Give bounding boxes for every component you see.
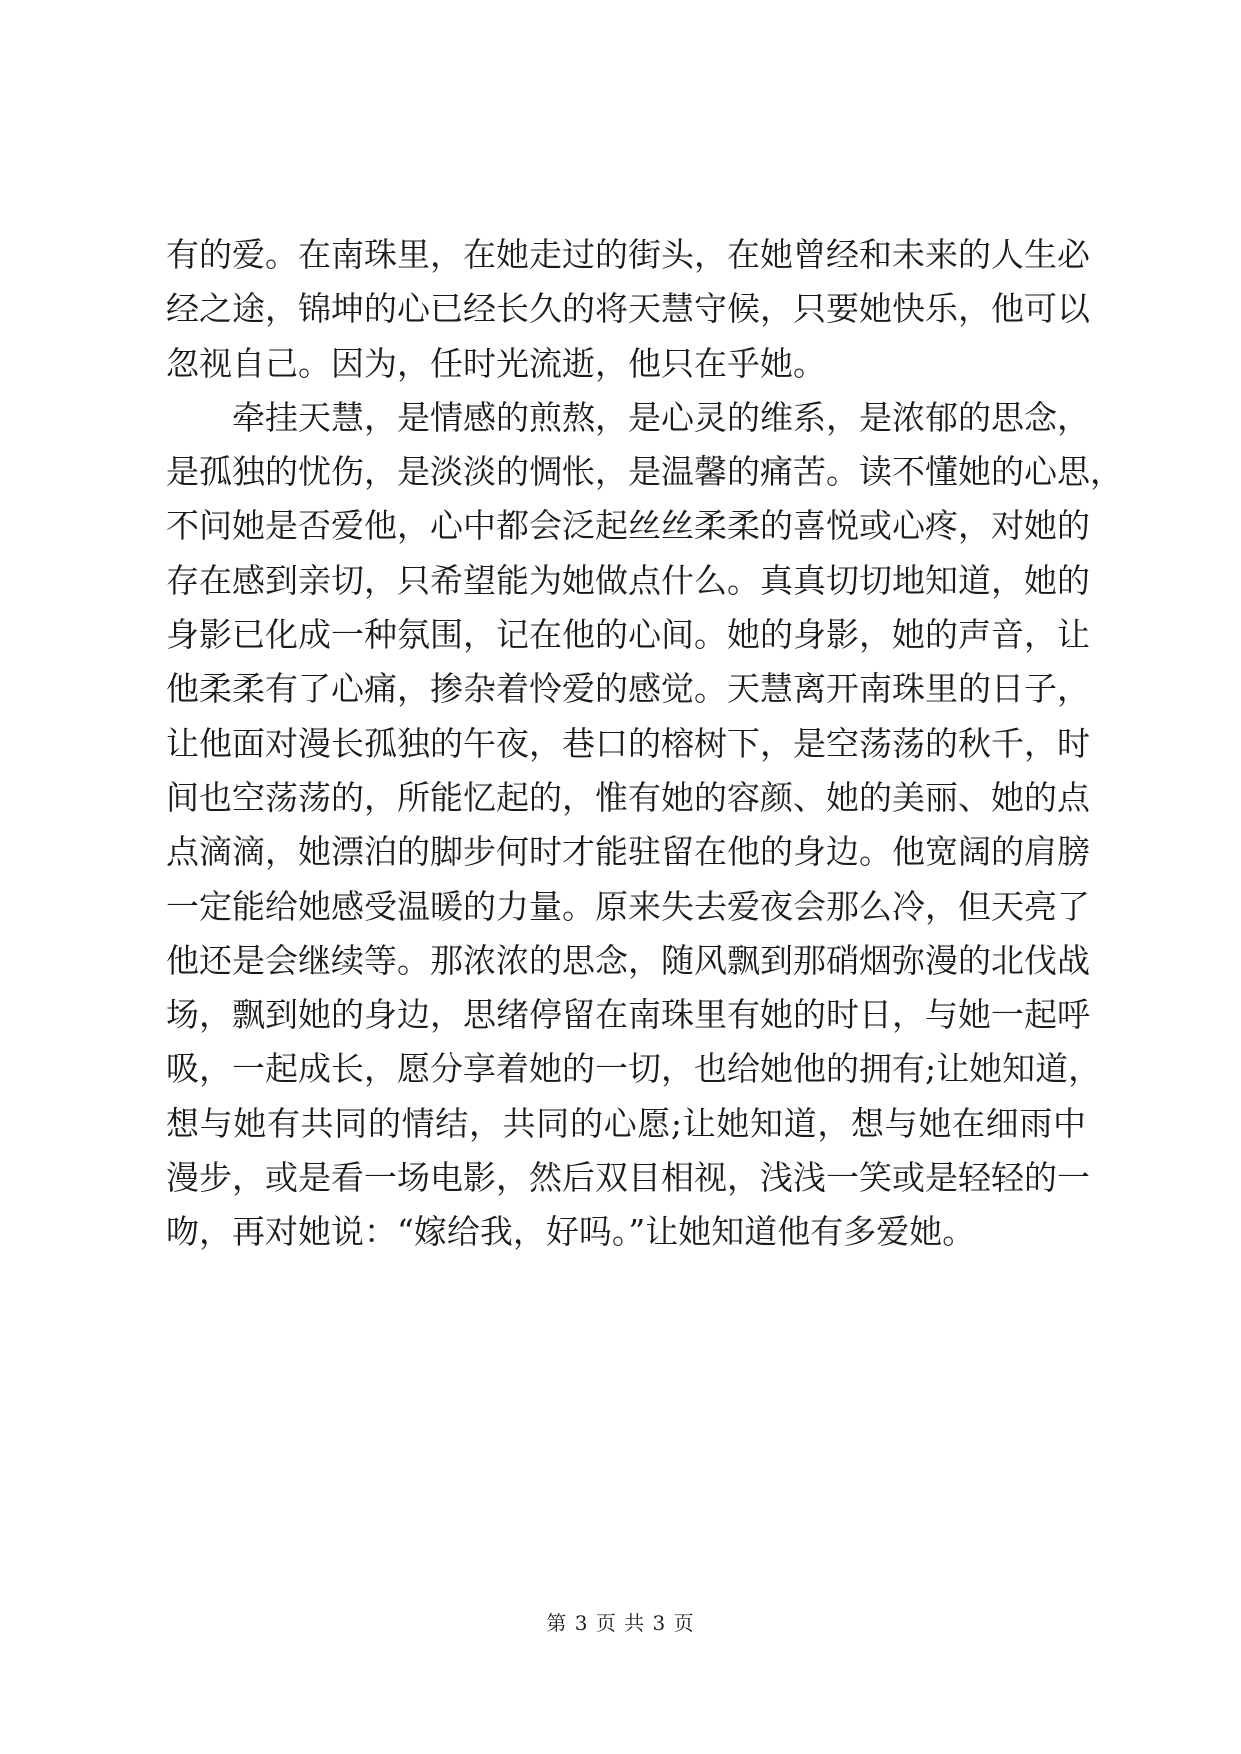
text-line: 点滴滴，她漂泊的脚步何时才能驻留在他的身边。他宽阔的肩膀: [166, 832, 1090, 872]
body-text: [166, 228, 1123, 1260]
text-line: 经之途，锦坤的心已经长久的将天慧守候，只要她快乐，他可以: [166, 289, 1090, 329]
text-line: 漫步，或是看一场电影，然后双目相视，浅浅一笑或是轻轻的一: [166, 1158, 1090, 1198]
text-line: 有的爱。在南珠里，在她走过的街头，在她曾经和未来的人生必: [166, 235, 1090, 274]
text-line: 间也空荡荡的，所能忆起的，惟有她的容颜、她的美丽、她的点: [166, 777, 1090, 817]
text-line: 忽视自己。因为，任时光流逝，他只在乎她。: [166, 343, 826, 383]
text-line: 场，飘到她的身边，思绪停留在南珠里有她的时日，与她一起呼: [166, 995, 1090, 1035]
text-line: 想与她有共同的情结，共同的心愿;让她知道，想与她在细雨中: [166, 1103, 1086, 1143]
text-line: 他柔柔有了心痛，掺杂着怜爱的感觉。天慧离开南珠里的日子，: [166, 669, 1090, 709]
text-line: 牵挂天慧，是情感的煎熬，是心灵的维系，是浓郁的思念，: [232, 397, 1090, 437]
text-line: 一定能给她感受温暖的力量。原来失去爱夜会那么冷，但天亮了: [166, 886, 1090, 926]
page-footer: [0, 1607, 1241, 1636]
page-number-label: 第 3 页 共 3 页: [546, 1611, 695, 1635]
text-line: 存在感到亲切，只希望能为她做点什么。真真切切地知道，她的: [166, 560, 1090, 600]
text-line: 身影已化成一种氛围，记在他的心间。她的身影，她的声音，让: [166, 615, 1090, 655]
text-line: 是孤独的忧伤，是淡淡的惆怅，是温馨的痛苦。读不懂她的心思，: [166, 452, 1123, 492]
text-line: 让他面对漫长孤独的午夜，巷口的榕树下，是空荡荡的秋千，时: [166, 723, 1090, 763]
text-line: 不问她是否爱他，心中都会泛起丝丝柔柔的喜悦或心疼，对她的: [166, 506, 1090, 546]
text-line: 吻，再对她说：“嫁给我，好吗。”让她知道他有多爱她。: [166, 1212, 976, 1252]
text-line: 他还是会继续等。那浓浓的思念，随风飘到那硝烟弥漫的北伐战: [166, 940, 1090, 980]
text-line: 吸，一起成长，愿分享着她的一切，也给她他的拥有;让她知道，: [166, 1049, 1102, 1089]
